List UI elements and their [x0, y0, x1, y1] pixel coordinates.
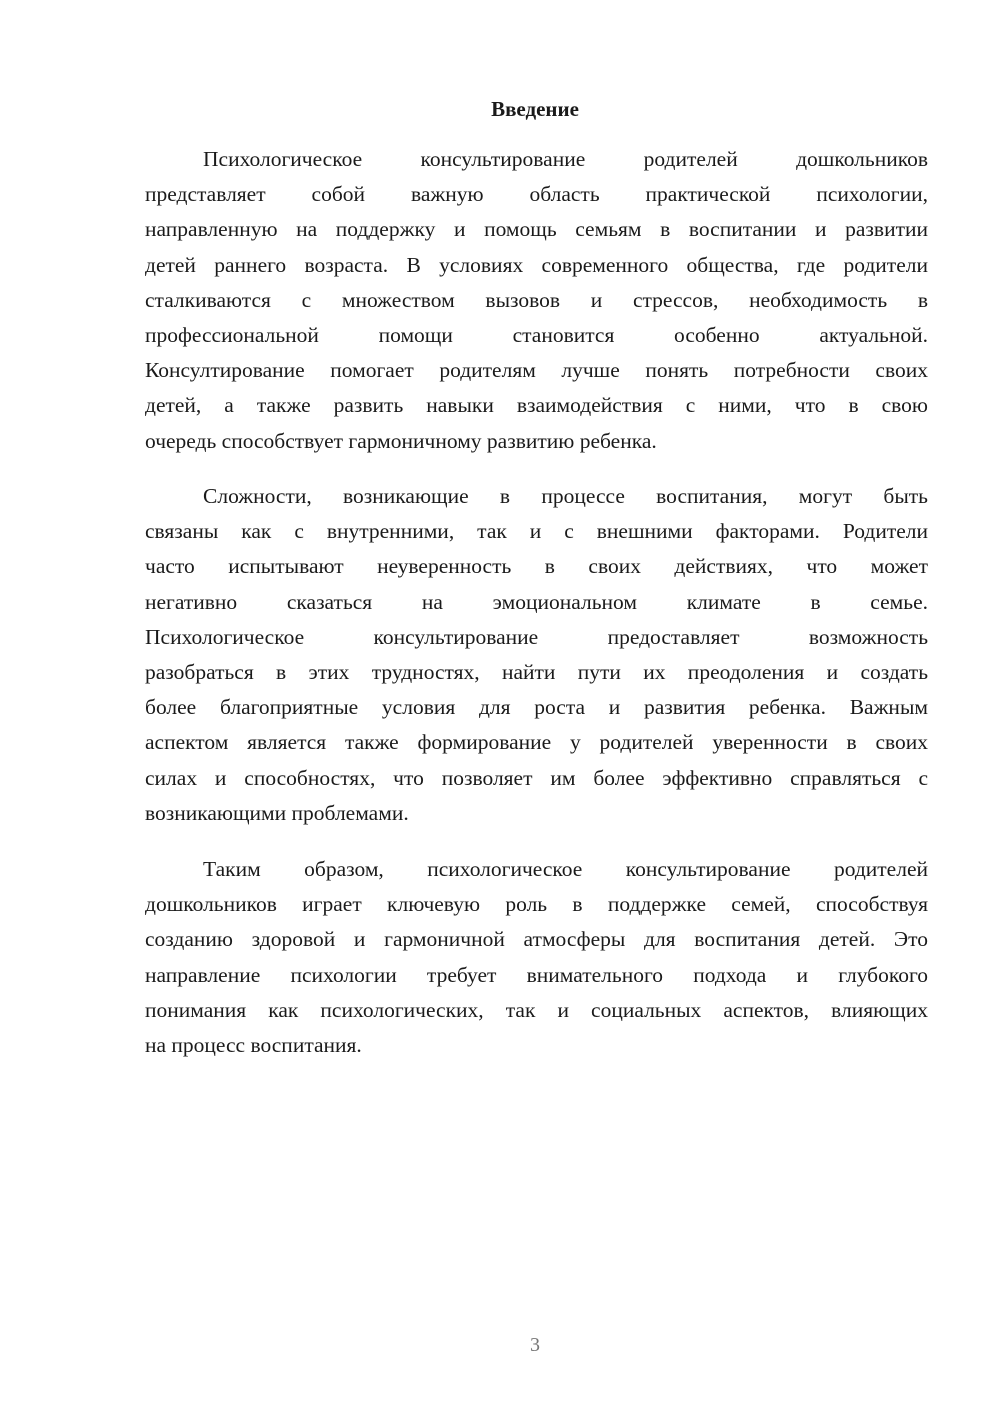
text-line: направленную на поддержку и помощь семьям в воспитании и развитии [145, 217, 928, 242]
paragraph-1 [145, 142, 928, 459]
text-line: созданию здоровой и гармоничной атмосферы для воспитания детей. Это [145, 927, 928, 952]
paragraph-3 [145, 852, 928, 1063]
text-line: Таким образом, психологическое консультирование родителей [203, 857, 928, 881]
text-line: связаны как с внутренними, так и с внешними факторами. Родители [145, 519, 928, 544]
text-line: детей раннего возраста. В условиях современного общества, где родители [145, 252, 928, 277]
text-line: разобраться в этих трудностях, найти пути их преодоления и создать [145, 659, 928, 684]
text-line: возникающими проблемами. [145, 800, 409, 825]
text-line: Консултирование помогает родителям лучше понять потребности своих [145, 358, 928, 383]
text-line: сталкиваются с множеством вызовов и стрессов, необходимость в [145, 287, 928, 312]
text-line: аспектом является также формирование у родителей уверенности в своих [145, 730, 928, 755]
text-line: направление психологии требует внимательного подхода и глубокого [145, 962, 928, 987]
text-line: понимания как психологических, так и социальных аспектов, влияющих [145, 997, 928, 1022]
text-line: дошкольников играет ключевую роль в поддержке семей, способствуя [145, 892, 928, 917]
text-line: часто испытывают неуверенность в своих действиях, что может [145, 554, 928, 579]
text-line: более благоприятные условия для роста и развития ребенка. Важным [145, 695, 928, 720]
text-line: Психологическое консультирование родителей дошкольников [203, 147, 928, 171]
text-line: негативно сказаться на эмоциональном климате в семье. [145, 589, 928, 614]
text-line: силах и способностях, что позволяет им более эффективно справляться с [145, 765, 928, 790]
paragraph-2 [145, 479, 928, 831]
text-line: профессиональной помощи становится особенно актуальной. [145, 322, 928, 347]
text-line: Психологическое консультирование предоставляет возможность [145, 624, 928, 649]
section-title: Введение [491, 97, 579, 121]
text-line: представляет собой важную область практической психологии, [145, 182, 928, 207]
text-line: детей, а также развить навыки взаимодействия с ними, что в свою [145, 393, 928, 418]
page-number: 3 [530, 1334, 540, 1356]
text-line: очередь способствует гармоничному развитию ребенка. [145, 428, 657, 453]
text-line: на процесс воспитания. [145, 1032, 362, 1057]
text-line: Сложности, возникающие в процессе воспитания, могут быть [203, 484, 928, 508]
